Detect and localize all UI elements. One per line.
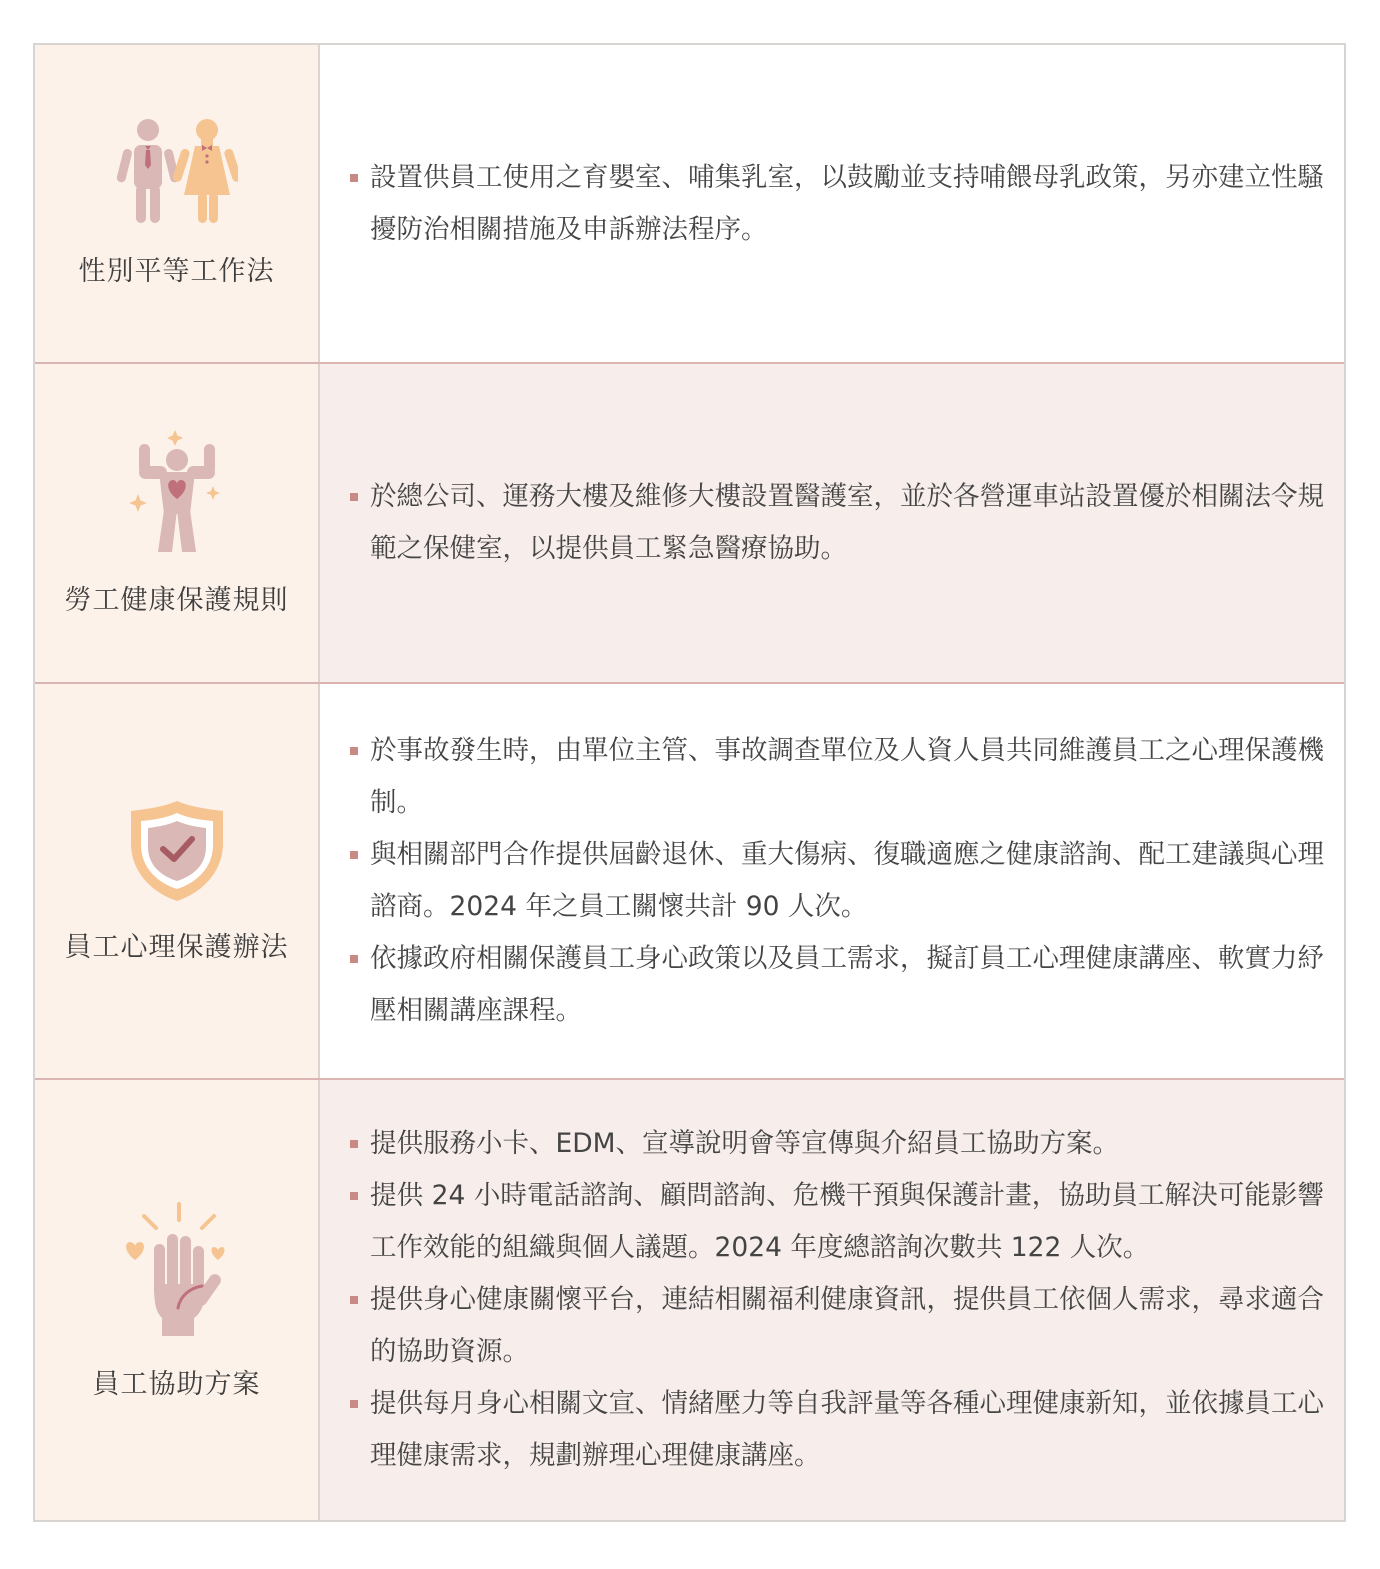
bullet-text: 提供每月身心相關文宣、情緒壓力等自我評量等各種心理健康新知，並依據員工心理健康需求，規劃辦理心理健康講座。 <box>370 1388 1324 1471</box>
policy-bullet <box>350 152 1324 256</box>
bullet-marker <box>350 152 370 256</box>
policy-category-cell <box>35 45 320 362</box>
bullet-text: 提供服務小卡、EDM、宣導說明會等宣傳與介紹員工協助方案。 <box>370 1128 1120 1159</box>
bullet-text: 設置供員工使用之育嬰室、哺集乳室，以鼓勵並支持哺餵母乳政策，另亦建立性騷擾防治相關措施及申訴辦法程序。 <box>370 161 1324 245</box>
policy-row <box>35 1078 1344 1520</box>
bullet-marker <box>350 1170 370 1274</box>
policy-row <box>35 682 1344 1078</box>
policy-content-cell <box>320 684 1344 1078</box>
bullet-marker <box>350 1378 370 1482</box>
helping-hand-icon <box>122 1200 232 1340</box>
policy-bullet <box>350 933 1324 1037</box>
policy-bullet <box>350 829 1324 933</box>
policy-content-cell <box>320 364 1344 682</box>
healthy-person-icon <box>129 430 225 556</box>
policy-bullet <box>350 471 1324 575</box>
policy-title: 員工心理保護辦法 <box>64 931 289 963</box>
policy-title: 員工協助方案 <box>92 1368 261 1400</box>
policy-bullet <box>350 1274 1324 1378</box>
bullet-marker <box>350 829 370 933</box>
policy-content-cell <box>320 45 1344 362</box>
policy-bullet <box>350 725 1324 829</box>
bullet-marker <box>350 471 370 575</box>
shield-check-icon <box>129 799 225 903</box>
bullet-text: 依據政府相關保護員工身心政策以及員工需求，擬訂員工心理健康講座、軟實力紓壓相關講座課程。 <box>370 943 1324 1026</box>
policy-bullet <box>350 1118 1324 1170</box>
policy-row <box>35 45 1344 362</box>
bullet-marker <box>350 1274 370 1378</box>
policy-title: 勞工健康保護規則 <box>64 584 289 616</box>
policy-row <box>35 362 1344 682</box>
policy-content-cell <box>320 1080 1344 1520</box>
policy-category-cell <box>35 364 320 682</box>
policy-bullet <box>350 1378 1324 1482</box>
policy-bullet <box>350 1170 1324 1274</box>
policy-table <box>33 43 1346 1522</box>
bullet-text: 於總公司、運務大樓及維修大樓設置醫護室，並於各營運車站設置優於相關法令規範之保健室，以提供員工緊急醫療協助。 <box>370 481 1324 564</box>
couple-icon <box>116 119 238 227</box>
bullet-marker <box>350 1118 370 1170</box>
bullet-text: 提供 24 小時電話諮詢、顧問諮詢、危機干預與保護計畫，協助員工解決可能影響工作效能的組織與個人議題。2024 年度總諮詢次數共 122 人次。 <box>370 1180 1324 1263</box>
policy-category-cell <box>35 684 320 1078</box>
bullet-marker <box>350 725 370 829</box>
bullet-text: 與相關部門合作提供屆齡退休、重大傷病、復職適應之健康諮詢、配工建議與心理諮商。2024 年之員工關懷共計 90 人次。 <box>370 839 1324 922</box>
policy-title: 性別平等工作法 <box>78 256 275 287</box>
bullet-text: 提供身心健康關懷平台，連結相關福利健康資訊，提供員工依個人需求，尋求適合的協助資源。 <box>370 1284 1324 1367</box>
bullet-text: 於事故發生時，由單位主管、事故調查單位及人資人員共同維護員工之心理保護機制。 <box>370 735 1324 818</box>
bullet-marker <box>350 933 370 1037</box>
policy-category-cell <box>35 1080 320 1520</box>
